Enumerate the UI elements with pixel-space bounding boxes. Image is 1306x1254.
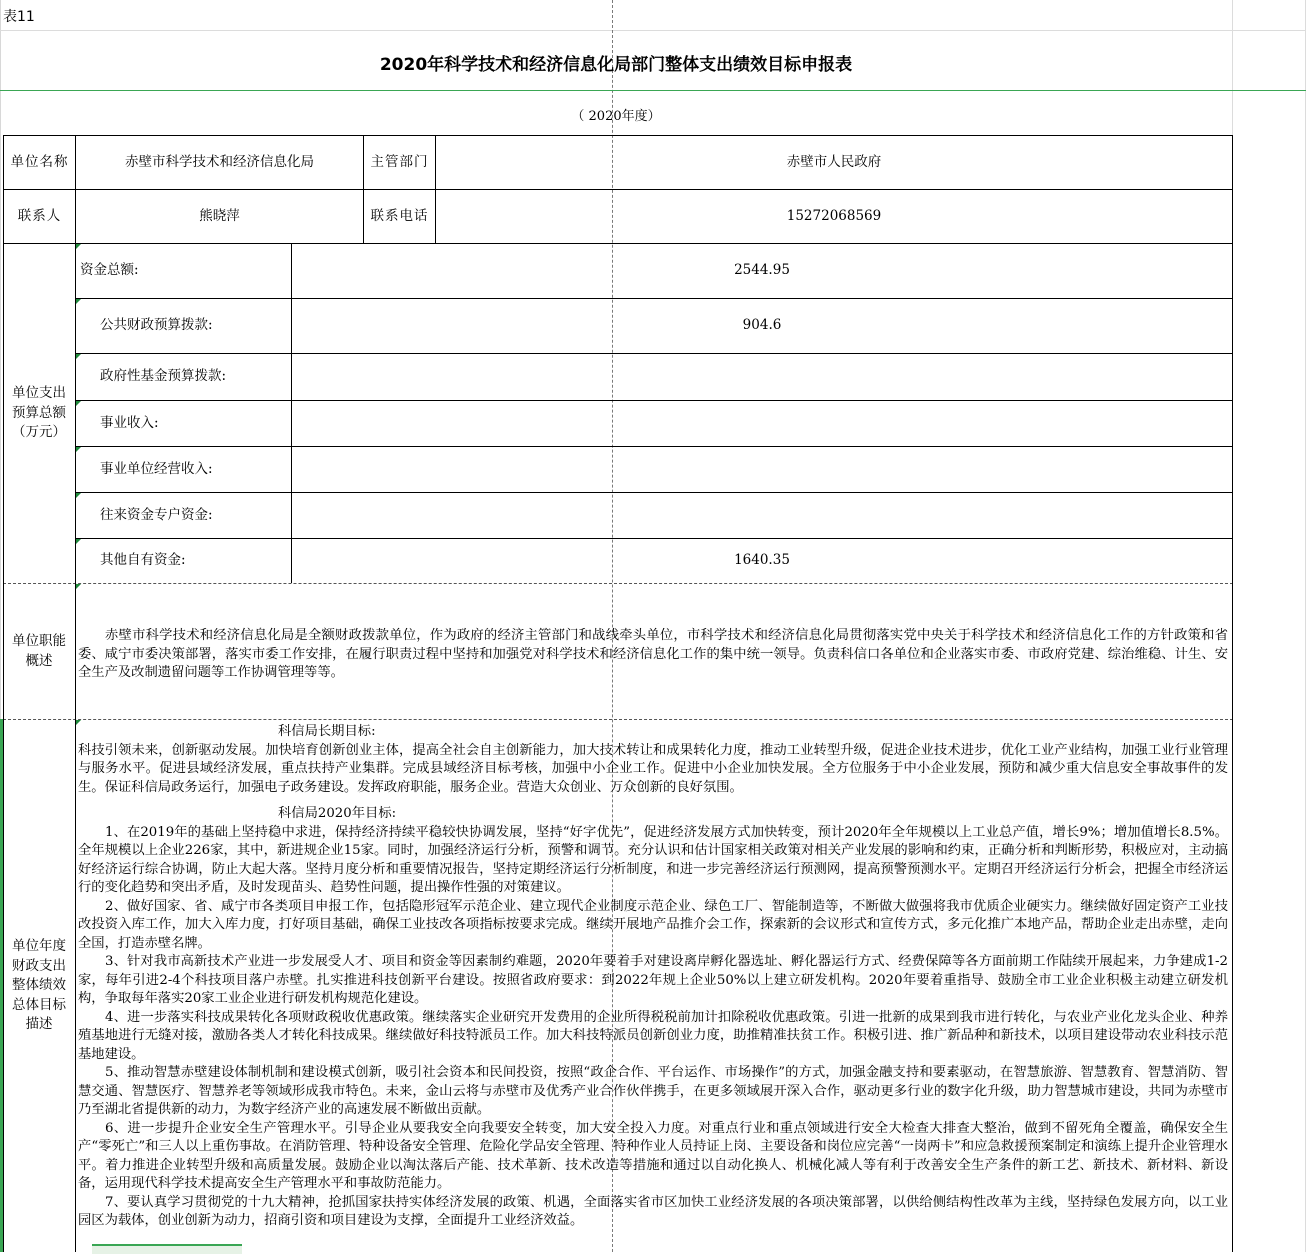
grid-row-line [0, 30, 1306, 31]
budget-row-value[interactable] [292, 447, 1232, 492]
selection-edge [0, 719, 3, 1252]
goal-item: 2、做好国家、省、咸宁市各类项目申报工作，包括隐形冠军示范企业、建立现代企业制度示范企业、绿色工厂、智能制造等，不断做大做强将我市优质企业硬实力。继续做好固定资产工业技改投资入库工作，加大入库力度，打好项目基础，确保工业技改各项指标按要求完成。继续开展地产品推介会工作，探索新的会议形式和宣传方式，多元化推广本地产品，帮助企业走出赤壁，走向全国，打造赤壁名牌。 [78, 898, 1228, 951]
function-label: 单位职能概述 [12, 632, 66, 669]
phone-label: 联系电话 [370, 207, 429, 224]
budget-row-label: 公共财政预算拨款: [100, 317, 213, 334]
cell-marker [76, 299, 81, 304]
table-border [3, 719, 1233, 720]
sheet-tab[interactable] [92, 1244, 242, 1254]
goal-item: 4、进一步落实科技成果转化各项财政税收优惠政策。继续落实企业研究开发费用的企业所得税税前加计扣除税收优惠政策。引进一批新的成果到我市进行转化，与农业产业化龙头企业、种养殖基地进行无缝对接，激励各类人才转化科技成果。继续做好科技特派员工作。加大科技特派员创新创业力度，助推精准扶贫工作。积极引进、推广新品种和新技术，以项目建设带动农业科技示范基地建设。 [78, 1009, 1228, 1062]
goal-item: 6、进一步提升企业安全生产管理水平。引导企业从要我安全向我要安全转变，加大安全投入力度。对重点行业和重点领域进行安全大检查大排查大整治，做到不留死角全覆盖，确保安全生产“零死亡”和三人以上重伤事故。在消防管理、特种设备安全管理、危险化学品安全管理、特种作业人员持证上岗、主要设备和岗位应完善“一岗两卡”和应急救援预案制定和演练上提升企业管理水平。着力推进企业转型升级和高质量发展。鼓励企业以淘汰落后产能、技术革新、技术改造等措施和通过以自动化换人、机械化减人等有利于改善安全生产条件的新工艺、新技术、新材料、新设备，运用现代科学技术提高安全生产管理水平和事故防范能力。 [78, 1120, 1228, 1191]
goal-item: 5、推动智慧赤壁建设体制机制和建设模式创新，吸引社会资本和民间投资，按照“政企合作、平台运作、市场操作”的方式，加强金融支持和要素驱动，在智慧旅游、智慧教育、智慧消防、智慧交通、智慧医疗、智慧养老等领域形成我市特色。未来，金山云将与赤壁市及优秀产业合作伙伴携手，在更多领域展开深入合作，驱动更多行业的数字化升级，助力智慧城市建设，共同为赤壁市乃至湖北省提供新的动力，为数字经济产业的高速发展不断做出贡献。 [78, 1065, 1228, 1117]
page-title: 2020年科学技术和经济信息化局部门整体支出绩效目标申报表 [379, 55, 853, 75]
dept-value[interactable]: 赤壁市人民政府 [786, 153, 882, 170]
cell-marker [76, 447, 81, 452]
goal-item: 7、要认真学习贯彻党的十九大精神，抢抓国家扶持实体经济发展的政策、机遇，全面落实省市区加快工业经济发展的各项决策部署，以供给侧结构性改革为主线，坚持绿色发展方向，以工业园区为载体，创业创新为动力，招商引资和项目建设为支撑，全面提升工业经济效益。 [78, 1194, 1228, 1228]
phone-value[interactable]: 15272068569 [786, 207, 882, 224]
budget-row-value[interactable]: 1640.35 [734, 552, 790, 569]
budget-row-value[interactable]: 904.6 [742, 317, 782, 334]
budget-row-label: 政府性基金预算拨款: [100, 368, 227, 385]
long-term-text: 科技引领未来，创新驱动发展。加快培育创新创业主体，提高全社会自主创新能力，加大技术转让和成果转化力度，推动工业转型升级，促进企业技术进步，优化工业产业结构，加强工业行业管理与服务水平。促进县域经济发展，重点扶持产业集群。完成县域经济目标考核，加强中小企业工作。促进中小企业加快发展。全方位服务于中小企业发展，预防和减少重大信息安全事故事件的发生。保证科信局政务运行，加强电子政务建设。发挥政府职能，服务企业。营造大众创业、万众创新的良好氛围。 [78, 742, 1228, 795]
table-border [1232, 135, 1233, 1252]
cell-marker [76, 493, 81, 498]
table-border [3, 583, 1233, 584]
contact-label: 联系人 [17, 207, 62, 224]
goals-label: 单位年度财政支出整体绩效总体目标描述 [12, 938, 66, 1033]
goal-item: 3、针对我市高新技术产业进一步发展受人才、项目和资金等因素制约难题，2020年要着手对建设离岸孵化器选址、孵化器运行方式、经费保障等各方面前期工作陆续开展起来，力争建成1-2家，每年引进2-4个科技项目落户赤壁。扎实推进科技创新平台建设。按照省政府要求：到2022年规上企业50%以上建立研发机构。2020年要着重指导、鼓励全市工业企业积极主动建立研发机构，争取每年落实20家工业企业进行研发机构规范化建设。 [78, 954, 1228, 1006]
budget-row-value[interactable] [292, 401, 1232, 446]
budget-row-value[interactable] [292, 493, 1232, 538]
sheet-label: 表11 [3, 9, 35, 25]
budget-label: 单位支出预算总额（万元） [12, 385, 66, 441]
table-border [3, 135, 4, 1252]
long-term-title: 科信局长期目标: [278, 724, 376, 739]
budget-row-label: 事业收入: [100, 414, 159, 431]
unit-name-value[interactable]: 赤壁市科学技术和经济信息化局 [125, 153, 314, 170]
year-goals-title: 科信局2020年目标: [278, 806, 397, 821]
budget-row-label: 其他自有资金: [100, 552, 186, 569]
cell-marker [76, 539, 81, 544]
budget-row-label: 往来资金专户资金: [100, 506, 213, 523]
cell-marker [76, 584, 81, 589]
cell-marker [76, 354, 81, 359]
budget-row-value[interactable] [292, 354, 1232, 400]
budget-row-value[interactable]: 2544.95 [734, 262, 790, 279]
goal-item: 1、在2019年的基础上坚持稳中求进，保持经济持续平稳较快协调发展，坚持“好字优先”，促进经济发展方式加快转变，预计2020年全年规模以上工业总产值，增长9%；增加值增长8.5%。全年规模以上企业226家，其中，新进规企业15家。同时，加强经济运行分析，预警和调节。充分认识和估计国家相关政策对相关产业发展的影响和约束，正确分析和判断形势，积极应对，主动搞好经济运行综合协调，防止大起大落。坚持月度分析和重要情况报告，坚持定期经济运行分析制度，和进一步完善经济运行预测网，提高预警预测水平。定期召开经济运行分析会，把握全市经济运行的变化趋势和突出矛盾，及时发现苗头、趋势性问题，提出操作性强的对策建议。 [78, 824, 1228, 895]
function-text[interactable]: 赤壁市科学技术和经济信息化局是全额财政拨款单位，作为政府的经济主管部门和战线牵头单位，市科学技术和经济信息化局贯彻落实党中央关于科学技术和经济信息化工作的方针政策和省委、咸宁市委决策部署，落实市委工作安排，在履行职责过程中坚持和加强党对科学技术和经济信息化工作的集中统一领导。负责科信口各单位和企业落实市委、市政府党建、综治维稳、计生、安全生产及改制遗留问题等工作协调管理等等。 [78, 628, 1228, 680]
cell-marker [76, 401, 81, 406]
budget-row-label: 资金总额: [80, 262, 139, 279]
budget-row-label: 事业单位经营收入: [100, 460, 213, 477]
dept-label: 主管部门 [370, 153, 429, 170]
contact-value[interactable]: 熊晓萍 [199, 207, 240, 224]
unit-name-label: 单位名称 [10, 153, 69, 170]
goals-text[interactable] [78, 723, 1228, 1231]
year-label: （ 2020年度） [571, 109, 661, 124]
selection-line [0, 90, 1306, 91]
